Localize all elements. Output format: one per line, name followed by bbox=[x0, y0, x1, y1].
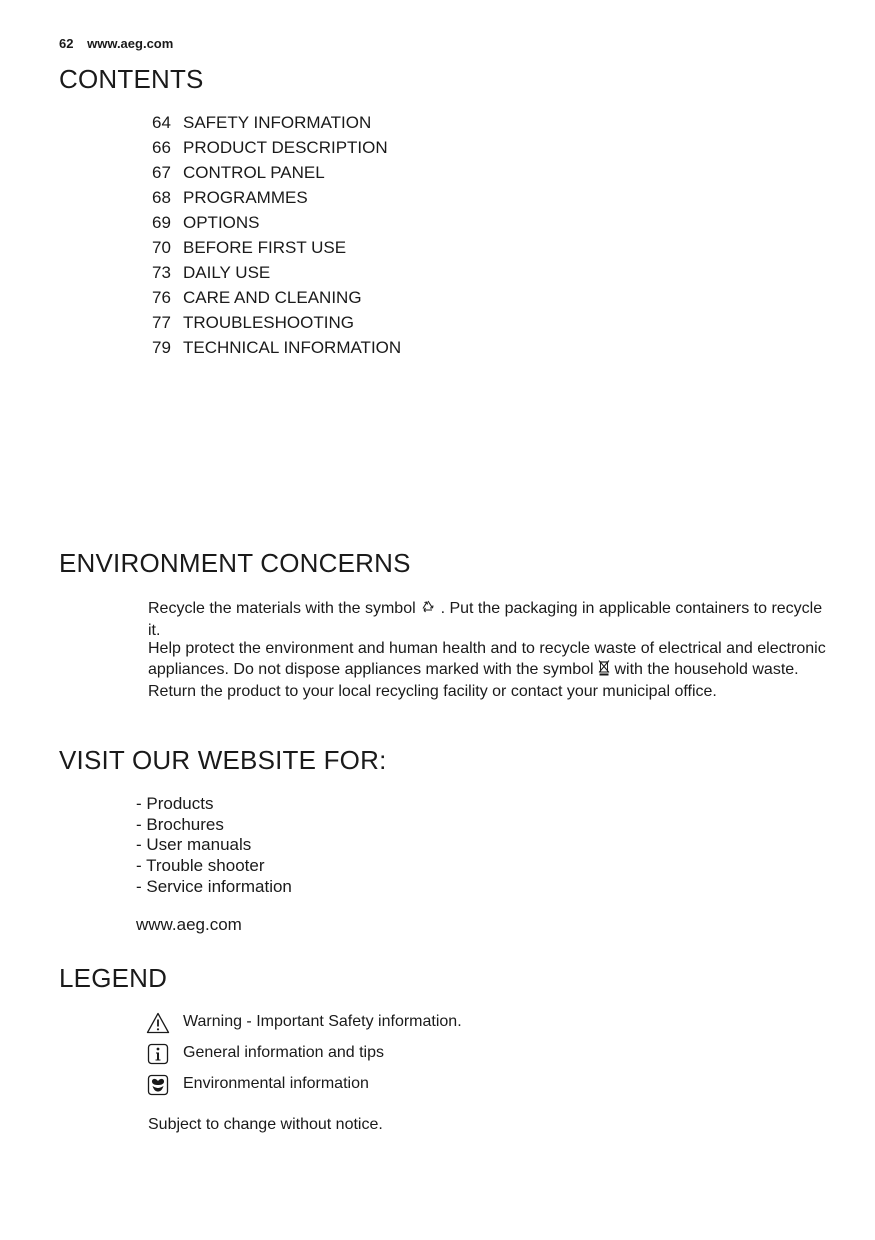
toc-page: 69 bbox=[152, 213, 171, 232]
toc-item[interactable] bbox=[152, 338, 401, 363]
toc-item[interactable] bbox=[152, 113, 401, 138]
toc-item[interactable] bbox=[152, 263, 401, 288]
toc-label: TECHNICAL INFORMATION bbox=[183, 338, 402, 357]
footer-note: Subject to change without notice. bbox=[148, 1116, 383, 1133]
toc-item[interactable] bbox=[152, 313, 401, 338]
toc-label: TROUBLESHOOTING bbox=[183, 313, 354, 332]
page-header bbox=[59, 36, 173, 51]
env-text-2a: Help protect the environment and human health and to recycle waste of electrical and electronic appliances. Do not dispose appliances marked with the symbol bbox=[148, 640, 826, 678]
toc-page: 66 bbox=[152, 138, 171, 157]
toc-page: 67 bbox=[152, 163, 171, 182]
list-item: - Trouble shooter bbox=[136, 856, 265, 876]
warning-triangle-icon bbox=[145, 1012, 171, 1034]
page-number: 62 bbox=[59, 36, 74, 51]
toc-label: CARE AND CLEANING bbox=[183, 288, 362, 307]
legend-item bbox=[145, 1012, 462, 1043]
environment-title: ENVIRONMENT CONCERNS bbox=[59, 548, 411, 578]
toc-label: BEFORE FIRST USE bbox=[183, 238, 347, 257]
legend-text: Environmental information bbox=[183, 1075, 369, 1092]
toc-item[interactable] bbox=[152, 213, 401, 238]
crossed-bin-icon bbox=[598, 659, 610, 682]
toc-page: 68 bbox=[152, 188, 171, 207]
env-text-1b: . Put the packaging in applicable containers to recycle it. bbox=[148, 600, 823, 639]
list-item: - Brochures bbox=[136, 814, 224, 834]
contents-title: CONTENTS bbox=[59, 64, 204, 94]
legend-text: Warning - Important Safety information. bbox=[183, 1013, 462, 1030]
list-item: - User manuals bbox=[136, 835, 252, 855]
website-list bbox=[136, 794, 292, 898]
toc-page: 64 bbox=[152, 113, 171, 132]
toc-item[interactable] bbox=[152, 188, 401, 213]
toc-label: SAFETY INFORMATION bbox=[183, 113, 372, 132]
header-site: www.aeg.com bbox=[87, 36, 174, 51]
toc-page: 73 bbox=[152, 263, 171, 282]
env-text-1a: Recycle the materials with the symbol bbox=[148, 600, 416, 617]
environment-paragraph-1 bbox=[148, 599, 828, 641]
toc-label: CONTROL PANEL bbox=[183, 163, 325, 182]
legend-text: General information and tips bbox=[183, 1044, 384, 1061]
toc-label: PROGRAMMES bbox=[183, 188, 308, 207]
legend-item bbox=[145, 1074, 462, 1105]
toc-page: 70 bbox=[152, 238, 171, 257]
info-icon bbox=[145, 1043, 171, 1065]
list-item: - Products bbox=[136, 794, 214, 813]
list-item: - Service information bbox=[136, 876, 292, 896]
toc-page: 79 bbox=[152, 338, 171, 357]
legend-title: LEGEND bbox=[59, 963, 168, 993]
toc-label: PRODUCT DESCRIPTION bbox=[183, 138, 388, 157]
env-text-2b: with the household waste. Return the product to your local recycling facility or contact your municipal office. bbox=[148, 661, 799, 700]
toc-item[interactable] bbox=[152, 163, 401, 188]
environment-icon bbox=[145, 1074, 171, 1096]
toc-page: 77 bbox=[152, 313, 171, 332]
legend-item bbox=[145, 1043, 462, 1074]
website-link[interactable]: www.aeg.com bbox=[136, 915, 242, 934]
toc-page: 76 bbox=[152, 288, 171, 307]
toc-item[interactable] bbox=[152, 138, 401, 163]
recycle-icon bbox=[420, 599, 436, 621]
toc-label: OPTIONS bbox=[183, 213, 260, 232]
toc-item[interactable] bbox=[152, 238, 401, 263]
contents-list bbox=[152, 113, 401, 363]
legend-list bbox=[145, 1012, 462, 1105]
website-title: VISIT OUR WEBSITE FOR: bbox=[59, 745, 387, 775]
toc-item[interactable] bbox=[152, 288, 401, 313]
environment-paragraph-2 bbox=[148, 639, 828, 702]
toc-label: DAILY USE bbox=[183, 263, 271, 282]
